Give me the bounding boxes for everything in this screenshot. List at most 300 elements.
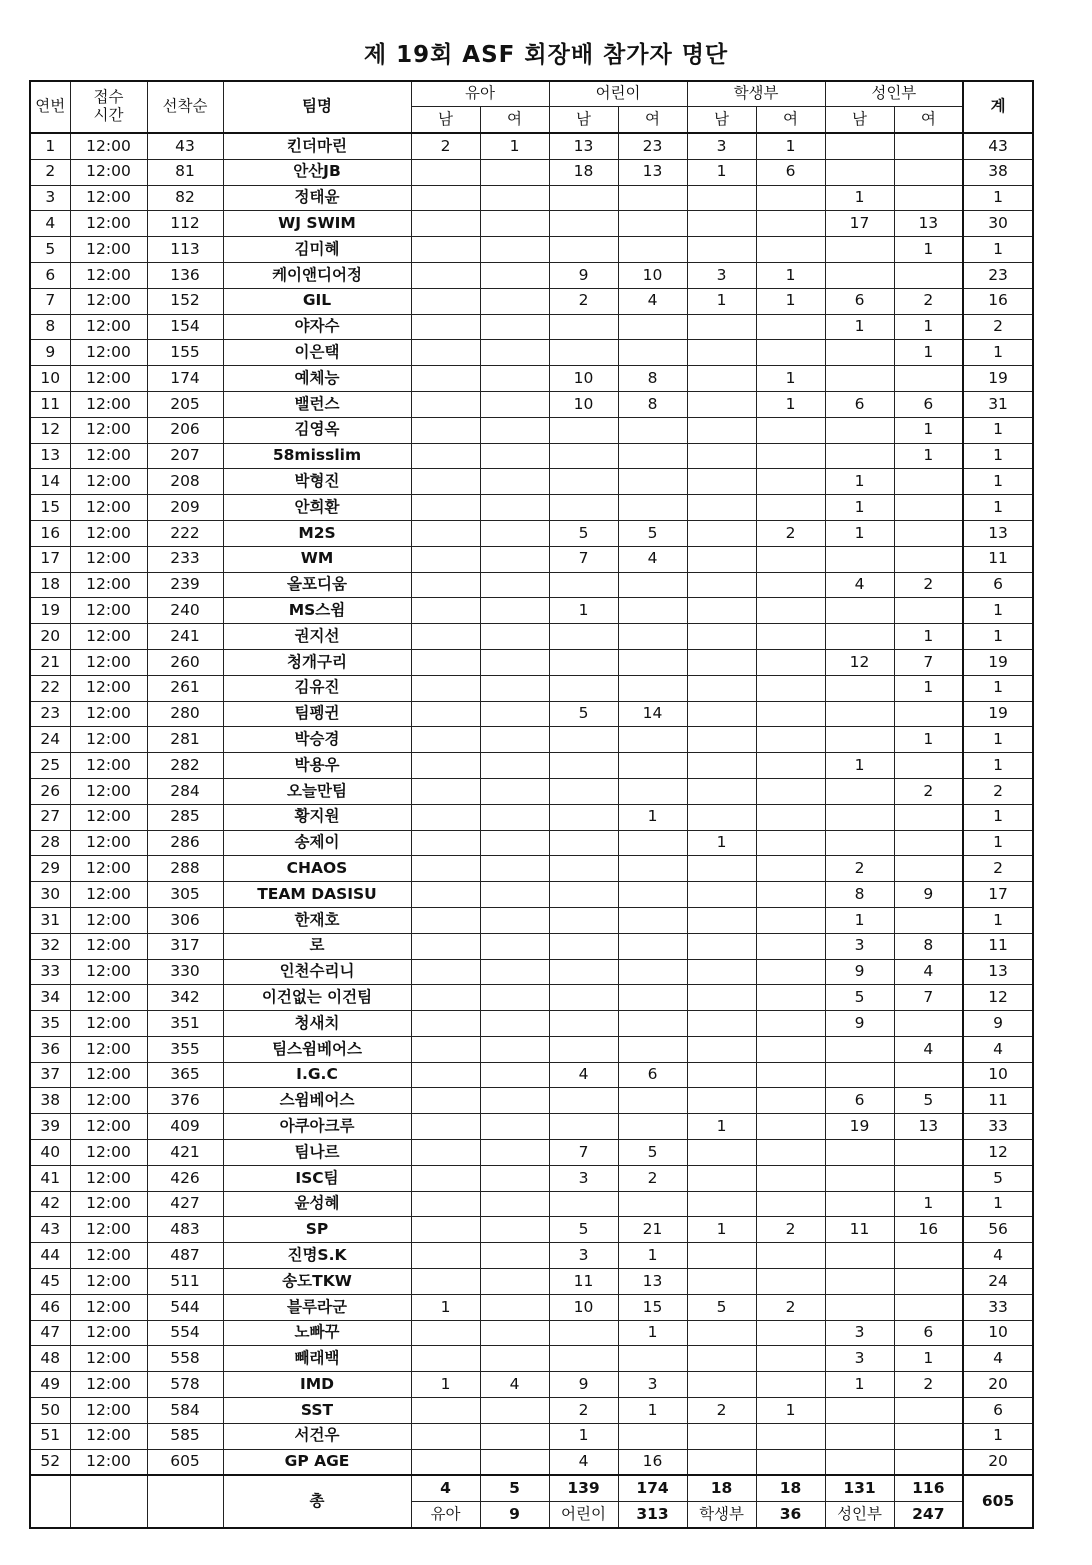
row-number: 27 bbox=[30, 804, 70, 830]
row-count-children-male: 5 bbox=[549, 520, 618, 546]
row-count-adults-male: 1 bbox=[825, 1372, 894, 1398]
row-count-children-male bbox=[549, 417, 618, 443]
row-count-adults-male: 1 bbox=[825, 907, 894, 933]
row-count-children-male: 7 bbox=[549, 546, 618, 572]
row-count-preschool-female bbox=[480, 1191, 549, 1217]
row-count-preschool-male bbox=[411, 340, 480, 366]
row-total: 1 bbox=[963, 495, 1033, 521]
row-number: 41 bbox=[30, 1165, 70, 1191]
row-time: 12:00 bbox=[70, 624, 147, 650]
row-count-preschool-male: 1 bbox=[411, 1372, 480, 1398]
page-title: 제 19회 ASF 회장배 참가자 명단 bbox=[363, 42, 729, 68]
row-count-adults-male bbox=[825, 1062, 894, 1088]
row-count-preschool-female bbox=[480, 1114, 549, 1140]
row-team-name: 권지선 bbox=[223, 624, 411, 650]
header-group-students: 학생부 bbox=[687, 81, 825, 107]
row-total: 23 bbox=[963, 262, 1033, 288]
row-count-students-female bbox=[756, 778, 825, 804]
row-time: 12:00 bbox=[70, 882, 147, 908]
row-count-adults-male: 8 bbox=[825, 882, 894, 908]
row-count-students-male bbox=[687, 443, 756, 469]
table-row bbox=[30, 985, 1033, 1011]
row-count-adults-male bbox=[825, 727, 894, 753]
row-count-children-female: 15 bbox=[618, 1294, 687, 1320]
row-count-preschool-male bbox=[411, 778, 480, 804]
row-count-children-male bbox=[549, 675, 618, 701]
row-count-students-female bbox=[756, 985, 825, 1011]
row-total: 1 bbox=[963, 804, 1033, 830]
footer-group-label: 유아 bbox=[411, 1502, 480, 1529]
row-count-students-male bbox=[687, 1191, 756, 1217]
table-row bbox=[30, 933, 1033, 959]
row-count-preschool-male bbox=[411, 1346, 480, 1372]
row-team-name: 오늘만팀 bbox=[223, 778, 411, 804]
row-count-students-female bbox=[756, 417, 825, 443]
row-time: 12:00 bbox=[70, 598, 147, 624]
row-count-preschool-male bbox=[411, 495, 480, 521]
row-count-preschool-male bbox=[411, 159, 480, 185]
row-total: 2 bbox=[963, 778, 1033, 804]
row-order: 351 bbox=[147, 1011, 223, 1037]
row-total: 31 bbox=[963, 391, 1033, 417]
row-count-preschool-female bbox=[480, 237, 549, 263]
row-count-students-male bbox=[687, 340, 756, 366]
row-number: 50 bbox=[30, 1398, 70, 1424]
row-order: 288 bbox=[147, 856, 223, 882]
row-count-children-female bbox=[618, 882, 687, 908]
row-number: 51 bbox=[30, 1423, 70, 1449]
row-total: 5 bbox=[963, 1165, 1033, 1191]
row-count-children-female bbox=[618, 1191, 687, 1217]
row-count-children-male: 5 bbox=[549, 701, 618, 727]
row-count-adults-female bbox=[894, 1062, 963, 1088]
row-count-preschool-female bbox=[480, 727, 549, 753]
table-row bbox=[30, 237, 1033, 263]
row-count-students-female: 6 bbox=[756, 159, 825, 185]
footer-grand-total: 605 bbox=[963, 1475, 1033, 1528]
row-count-adults-male bbox=[825, 598, 894, 624]
row-number: 17 bbox=[30, 546, 70, 572]
row-count-children-female bbox=[618, 856, 687, 882]
row-count-preschool-male bbox=[411, 1269, 480, 1295]
row-count-adults-female bbox=[894, 546, 963, 572]
row-number: 10 bbox=[30, 366, 70, 392]
row-count-adults-female: 1 bbox=[894, 1346, 963, 1372]
row-total: 4 bbox=[963, 1243, 1033, 1269]
table-row bbox=[30, 675, 1033, 701]
row-count-preschool-male bbox=[411, 649, 480, 675]
row-count-preschool-female bbox=[480, 701, 549, 727]
row-count-adults-male bbox=[825, 1423, 894, 1449]
row-count-adults-male bbox=[825, 675, 894, 701]
row-team-name: 이은택 bbox=[223, 340, 411, 366]
row-count-children-female: 1 bbox=[618, 804, 687, 830]
row-count-children-female bbox=[618, 753, 687, 779]
row-count-adults-male bbox=[825, 1449, 894, 1475]
table-row bbox=[30, 624, 1033, 650]
row-count-students-female bbox=[756, 830, 825, 856]
row-count-students-female bbox=[756, 237, 825, 263]
header-group-adults: 성인부 bbox=[825, 81, 963, 107]
row-count-preschool-female bbox=[480, 933, 549, 959]
row-number: 16 bbox=[30, 520, 70, 546]
row-count-adults-male: 1 bbox=[825, 314, 894, 340]
row-count-adults-female: 2 bbox=[894, 572, 963, 598]
row-total: 4 bbox=[963, 1346, 1033, 1372]
table-row bbox=[30, 1320, 1033, 1346]
footer-count: 5 bbox=[480, 1475, 549, 1502]
row-count-children-female: 1 bbox=[618, 1320, 687, 1346]
row-order: 355 bbox=[147, 1036, 223, 1062]
row-count-adults-female: 2 bbox=[894, 1372, 963, 1398]
row-count-preschool-female bbox=[480, 1011, 549, 1037]
row-order: 240 bbox=[147, 598, 223, 624]
row-number: 43 bbox=[30, 1217, 70, 1243]
row-count-preschool-female bbox=[480, 882, 549, 908]
footer-group-total: 247 bbox=[894, 1502, 963, 1529]
row-team-name: 청개구리 bbox=[223, 649, 411, 675]
row-count-children-female bbox=[618, 340, 687, 366]
footer-count: 131 bbox=[825, 1475, 894, 1502]
row-count-preschool-female bbox=[480, 753, 549, 779]
row-count-preschool-female bbox=[480, 1449, 549, 1475]
row-count-children-female bbox=[618, 185, 687, 211]
row-count-children-male bbox=[549, 985, 618, 1011]
row-team-name: SST bbox=[223, 1398, 411, 1424]
row-order: 605 bbox=[147, 1449, 223, 1475]
row-time: 12:00 bbox=[70, 804, 147, 830]
row-count-preschool-female bbox=[480, 340, 549, 366]
row-number: 42 bbox=[30, 1191, 70, 1217]
row-count-children-female bbox=[618, 727, 687, 753]
row-count-adults-male: 19 bbox=[825, 1114, 894, 1140]
row-count-students-male bbox=[687, 391, 756, 417]
row-count-students-male bbox=[687, 753, 756, 779]
header-group-preschool: 유아 bbox=[411, 81, 549, 107]
row-order: 365 bbox=[147, 1062, 223, 1088]
row-order: 239 bbox=[147, 572, 223, 598]
row-order: 284 bbox=[147, 778, 223, 804]
row-total: 13 bbox=[963, 520, 1033, 546]
row-count-adults-male bbox=[825, 1398, 894, 1424]
row-team-name: ISC팀 bbox=[223, 1165, 411, 1191]
row-number: 19 bbox=[30, 598, 70, 624]
row-count-adults-male bbox=[825, 1036, 894, 1062]
row-count-preschool-male bbox=[411, 727, 480, 753]
row-count-preschool-female bbox=[480, 262, 549, 288]
row-order: 558 bbox=[147, 1346, 223, 1372]
header-male: 남 bbox=[687, 107, 756, 134]
row-count-students-female: 1 bbox=[756, 1398, 825, 1424]
row-time: 12:00 bbox=[70, 417, 147, 443]
row-count-adults-female: 1 bbox=[894, 443, 963, 469]
row-count-adults-male bbox=[825, 262, 894, 288]
row-number: 31 bbox=[30, 907, 70, 933]
row-count-students-male: 2 bbox=[687, 1398, 756, 1424]
row-count-adults-male bbox=[825, 546, 894, 572]
row-total: 43 bbox=[963, 133, 1033, 159]
row-number: 23 bbox=[30, 701, 70, 727]
row-total: 11 bbox=[963, 933, 1033, 959]
row-team-name: 아쿠아크루 bbox=[223, 1114, 411, 1140]
row-count-students-female: 2 bbox=[756, 520, 825, 546]
row-team-name: 올포디움 bbox=[223, 572, 411, 598]
row-count-children-male bbox=[549, 933, 618, 959]
row-count-adults-female: 7 bbox=[894, 649, 963, 675]
row-count-adults-male: 9 bbox=[825, 1011, 894, 1037]
row-time: 12:00 bbox=[70, 314, 147, 340]
row-count-preschool-male bbox=[411, 262, 480, 288]
row-count-students-male: 1 bbox=[687, 1114, 756, 1140]
row-count-preschool-female bbox=[480, 778, 549, 804]
row-time: 12:00 bbox=[70, 1036, 147, 1062]
row-count-children-male bbox=[549, 237, 618, 263]
footer-count: 18 bbox=[687, 1475, 756, 1502]
row-count-adults-female bbox=[894, 1423, 963, 1449]
row-count-students-female bbox=[756, 933, 825, 959]
row-team-name: 로 bbox=[223, 933, 411, 959]
row-count-preschool-male bbox=[411, 1423, 480, 1449]
row-count-children-female: 4 bbox=[618, 546, 687, 572]
row-team-name: 김미혜 bbox=[223, 237, 411, 263]
row-time: 12:00 bbox=[70, 1140, 147, 1166]
row-count-students-male bbox=[687, 1011, 756, 1037]
row-number: 25 bbox=[30, 753, 70, 779]
row-count-preschool-female bbox=[480, 417, 549, 443]
row-count-students-female bbox=[756, 340, 825, 366]
row-total: 1 bbox=[963, 443, 1033, 469]
row-count-students-male bbox=[687, 907, 756, 933]
row-count-children-female bbox=[618, 237, 687, 263]
row-count-adults-male bbox=[825, 1165, 894, 1191]
table-row bbox=[30, 598, 1033, 624]
row-count-preschool-male bbox=[411, 520, 480, 546]
row-time: 12:00 bbox=[70, 1243, 147, 1269]
row-count-preschool-female: 4 bbox=[480, 1372, 549, 1398]
row-count-students-female bbox=[756, 1165, 825, 1191]
row-team-name: CHAOS bbox=[223, 856, 411, 882]
row-count-children-male bbox=[549, 1346, 618, 1372]
row-time: 12:00 bbox=[70, 753, 147, 779]
footer-group-total: 36 bbox=[756, 1502, 825, 1529]
row-count-students-male bbox=[687, 985, 756, 1011]
row-number: 30 bbox=[30, 882, 70, 908]
row-team-name: 청새치 bbox=[223, 1011, 411, 1037]
row-count-children-male bbox=[549, 469, 618, 495]
row-number: 24 bbox=[30, 727, 70, 753]
row-count-children-female bbox=[618, 1088, 687, 1114]
row-count-students-female bbox=[756, 546, 825, 572]
row-count-students-female bbox=[756, 882, 825, 908]
row-count-students-female bbox=[756, 314, 825, 340]
row-number: 44 bbox=[30, 1243, 70, 1269]
row-count-preschool-female bbox=[480, 907, 549, 933]
row-count-adults-female: 1 bbox=[894, 727, 963, 753]
row-time: 12:00 bbox=[70, 237, 147, 263]
row-count-children-female bbox=[618, 495, 687, 521]
row-count-adults-female bbox=[894, 1165, 963, 1191]
row-count-preschool-male bbox=[411, 1165, 480, 1191]
row-count-adults-female: 1 bbox=[894, 417, 963, 443]
row-count-students-female bbox=[756, 1011, 825, 1037]
row-count-students-male bbox=[687, 933, 756, 959]
row-count-children-female bbox=[618, 1011, 687, 1037]
row-count-students-male: 1 bbox=[687, 1217, 756, 1243]
row-order: 43 bbox=[147, 133, 223, 159]
row-count-preschool-male bbox=[411, 830, 480, 856]
header-group-children: 어린이 bbox=[549, 81, 687, 107]
row-number: 32 bbox=[30, 933, 70, 959]
row-team-name: 이건없는 이건팀 bbox=[223, 985, 411, 1011]
row-number: 47 bbox=[30, 1320, 70, 1346]
row-count-preschool-female bbox=[480, 1320, 549, 1346]
table-row bbox=[30, 1036, 1033, 1062]
row-total: 17 bbox=[963, 882, 1033, 908]
row-count-preschool-female bbox=[480, 520, 549, 546]
row-count-preschool-female bbox=[480, 1062, 549, 1088]
row-count-children-male bbox=[549, 624, 618, 650]
row-order: 578 bbox=[147, 1372, 223, 1398]
row-count-students-female: 1 bbox=[756, 262, 825, 288]
row-total: 19 bbox=[963, 366, 1033, 392]
row-count-students-male bbox=[687, 1449, 756, 1475]
row-count-adults-female: 4 bbox=[894, 1036, 963, 1062]
row-order: 155 bbox=[147, 340, 223, 366]
row-total: 19 bbox=[963, 701, 1033, 727]
row-count-children-female: 23 bbox=[618, 133, 687, 159]
footer-count: 139 bbox=[549, 1475, 618, 1502]
table-body bbox=[30, 133, 1033, 1475]
row-count-children-male bbox=[549, 882, 618, 908]
row-team-name: 케이앤디어정 bbox=[223, 262, 411, 288]
row-order: 342 bbox=[147, 985, 223, 1011]
row-number: 21 bbox=[30, 649, 70, 675]
row-count-preschool-male bbox=[411, 882, 480, 908]
row-team-name: 김영옥 bbox=[223, 417, 411, 443]
row-count-students-female bbox=[756, 959, 825, 985]
row-total: 30 bbox=[963, 211, 1033, 237]
row-number: 52 bbox=[30, 1449, 70, 1475]
table-row bbox=[30, 366, 1033, 392]
row-count-students-female bbox=[756, 1036, 825, 1062]
row-total: 1 bbox=[963, 185, 1033, 211]
row-count-adults-male: 1 bbox=[825, 495, 894, 521]
table-row bbox=[30, 1191, 1033, 1217]
table-row bbox=[30, 1062, 1033, 1088]
row-time: 12:00 bbox=[70, 701, 147, 727]
row-count-preschool-female bbox=[480, 1036, 549, 1062]
row-count-preschool-female bbox=[480, 314, 549, 340]
table-row bbox=[30, 959, 1033, 985]
row-number: 48 bbox=[30, 1346, 70, 1372]
row-count-students-female bbox=[756, 211, 825, 237]
table-row bbox=[30, 1423, 1033, 1449]
table-row bbox=[30, 1294, 1033, 1320]
row-total: 33 bbox=[963, 1114, 1033, 1140]
row-count-preschool-female bbox=[480, 649, 549, 675]
row-count-children-female: 3 bbox=[618, 1372, 687, 1398]
row-count-students-male bbox=[687, 366, 756, 392]
row-count-preschool-female bbox=[480, 159, 549, 185]
row-count-children-male bbox=[549, 1191, 618, 1217]
row-count-children-male bbox=[549, 1320, 618, 1346]
row-number: 28 bbox=[30, 830, 70, 856]
row-count-adults-female bbox=[894, 262, 963, 288]
row-number: 9 bbox=[30, 340, 70, 366]
table-row bbox=[30, 417, 1033, 443]
row-count-adults-male bbox=[825, 1191, 894, 1217]
row-total: 1 bbox=[963, 727, 1033, 753]
header-male: 남 bbox=[549, 107, 618, 134]
row-total: 11 bbox=[963, 546, 1033, 572]
row-count-preschool-male bbox=[411, 288, 480, 314]
row-count-students-male bbox=[687, 727, 756, 753]
table-row bbox=[30, 1088, 1033, 1114]
row-number: 15 bbox=[30, 495, 70, 521]
row-count-preschool-male bbox=[411, 907, 480, 933]
row-count-adults-male: 17 bbox=[825, 211, 894, 237]
row-time: 12:00 bbox=[70, 1398, 147, 1424]
row-count-students-female bbox=[756, 804, 825, 830]
row-time: 12:00 bbox=[70, 366, 147, 392]
row-count-students-male: 5 bbox=[687, 1294, 756, 1320]
row-count-children-male bbox=[549, 753, 618, 779]
footer-group-label: 학생부 bbox=[687, 1502, 756, 1529]
row-count-students-female: 2 bbox=[756, 1217, 825, 1243]
row-total: 13 bbox=[963, 959, 1033, 985]
row-count-students-female bbox=[756, 1320, 825, 1346]
row-time: 12:00 bbox=[70, 185, 147, 211]
row-order: 208 bbox=[147, 469, 223, 495]
row-count-children-female bbox=[618, 933, 687, 959]
row-time: 12:00 bbox=[70, 778, 147, 804]
row-count-students-female bbox=[756, 1062, 825, 1088]
row-time: 12:00 bbox=[70, 985, 147, 1011]
row-order: 286 bbox=[147, 830, 223, 856]
row-time: 12:00 bbox=[70, 495, 147, 521]
row-total: 9 bbox=[963, 1011, 1033, 1037]
row-order: 81 bbox=[147, 159, 223, 185]
row-total: 1 bbox=[963, 753, 1033, 779]
row-time: 12:00 bbox=[70, 1423, 147, 1449]
row-order: 426 bbox=[147, 1165, 223, 1191]
footer-group-label: 어린이 bbox=[549, 1502, 618, 1529]
row-count-preschool-female bbox=[480, 546, 549, 572]
row-count-preschool-female: 1 bbox=[480, 133, 549, 159]
row-number: 6 bbox=[30, 262, 70, 288]
row-order: 152 bbox=[147, 288, 223, 314]
row-count-adults-female bbox=[894, 1449, 963, 1475]
row-count-preschool-male bbox=[411, 211, 480, 237]
row-count-preschool-female bbox=[480, 624, 549, 650]
row-time: 12:00 bbox=[70, 1088, 147, 1114]
row-team-name: 58misslim bbox=[223, 443, 411, 469]
row-count-adults-male bbox=[825, 1243, 894, 1269]
row-total: 1 bbox=[963, 340, 1033, 366]
row-count-preschool-female bbox=[480, 391, 549, 417]
table-row bbox=[30, 1165, 1033, 1191]
row-team-name: 블루라군 bbox=[223, 1294, 411, 1320]
row-count-preschool-male bbox=[411, 598, 480, 624]
table-row bbox=[30, 701, 1033, 727]
row-order: 280 bbox=[147, 701, 223, 727]
row-count-preschool-male bbox=[411, 1398, 480, 1424]
table-row bbox=[30, 1398, 1033, 1424]
row-count-preschool-male bbox=[411, 417, 480, 443]
row-number: 46 bbox=[30, 1294, 70, 1320]
row-count-adults-male bbox=[825, 159, 894, 185]
footer-group-total: 9 bbox=[480, 1502, 549, 1529]
